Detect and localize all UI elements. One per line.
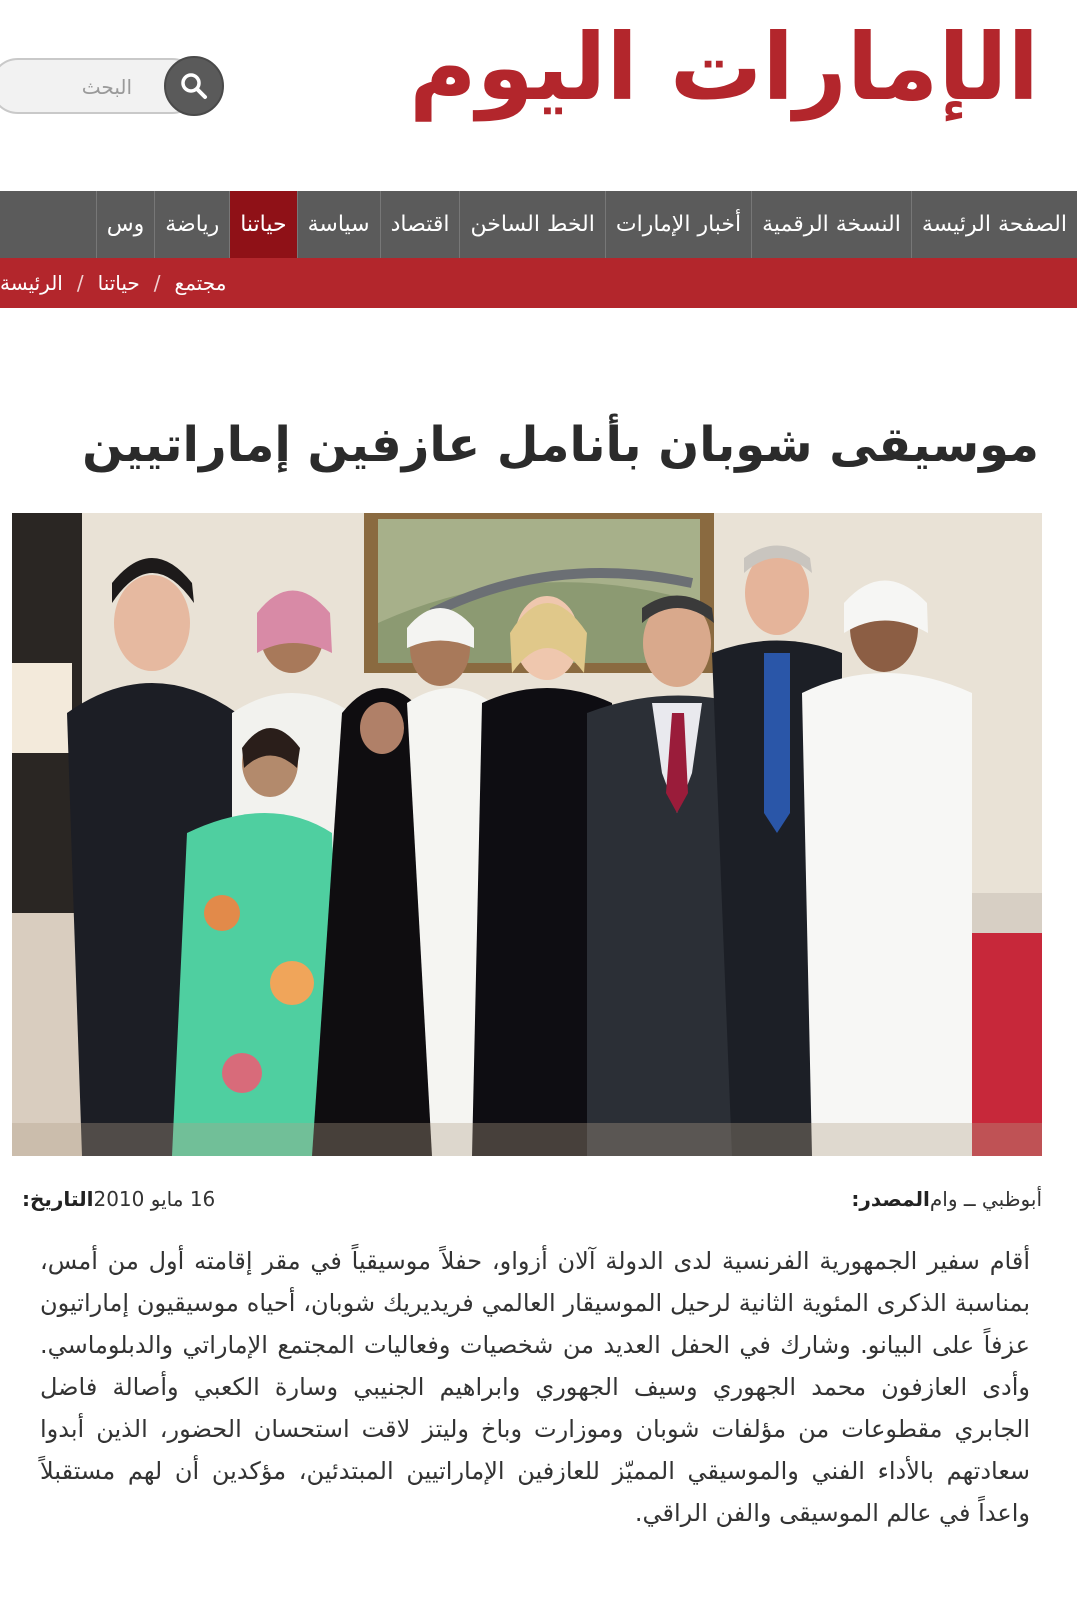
search-bar — [0, 56, 224, 116]
nav-item-hotline[interactable]: الخط الساخن — [459, 191, 604, 258]
main-nav — [0, 191, 1077, 258]
article-title: موسيقى شوبان بأنامل عازفين إماراتيين — [82, 417, 1039, 473]
breadcrumb-separator: / — [76, 271, 84, 295]
article-meta — [12, 1182, 1042, 1216]
site-logo[interactable]: الإمارات اليوم — [409, 14, 1039, 121]
article-body: أقام سفير الجمهورية الفرنسية لدى الدولة آلان أزواو، حفلاً موسيقياً في مقر إقامته أول من أمس، بمناسبة الذكرى المئوية الثانية لرحيل الموسيقار العالمي فريديريك شوبان، أحياه موسيقيون إماراتيون عزفاً على البيانو. وشارك في الحفل العديد من شخصيات وفعاليات المجتمع الإماراتي والدبلوماسي. وأدى العازفون محمد الجهوري وسيف الجهوري وابراهيم الجنيبي وسارة الكعبي وأصالة فاضل الجابري مقطوعات من مؤلفات شوبان وموزارت وباخ وليتز لاقت استحسان الحضور، الذين أبدوا سعادتهم بالأداء الفني والموسيقي المميّز للعازفين الإماراتيين المبتدئين، مؤكدين أن لهم مستقبلاً واعداً في عالم الموسيقى والفن الراقي. — [40, 1247, 1030, 1527]
nav-item-sports[interactable]: رياضة — [154, 191, 229, 258]
article-source — [841, 1187, 1042, 1211]
nav-item-home[interactable]: الصفحة الرئيسة — [911, 191, 1077, 258]
nav-item-economy[interactable]: اقتصاد — [380, 191, 460, 258]
article-date — [12, 1187, 215, 1211]
nav-item-politics[interactable]: سياسة — [297, 191, 380, 258]
breadcrumb-society[interactable]: مجتمع — [174, 271, 227, 295]
source-label: المصدر: — [851, 1187, 930, 1211]
breadcrumb-our-life[interactable]: حياتنا — [97, 271, 140, 295]
group-photo-illustration — [12, 513, 1042, 1156]
breadcrumb — [0, 258, 1077, 308]
date-value: 16 مايو 2010 — [93, 1187, 216, 1211]
nav-item-our-life[interactable]: حياتنا — [229, 191, 296, 258]
breadcrumb-home[interactable]: الرئيسة — [0, 271, 63, 295]
nav-item-uae-news[interactable]: أخبار الإمارات — [605, 191, 751, 258]
date-label: التاريخ: — [22, 1187, 94, 1211]
search-button[interactable] — [164, 56, 224, 116]
nav-item-digital-edition[interactable]: النسخة الرقمية — [751, 191, 911, 258]
breadcrumb-separator: / — [153, 271, 161, 295]
search-icon — [179, 71, 209, 101]
search-input[interactable] — [2, 72, 132, 102]
article-photo[interactable] — [12, 513, 1042, 1156]
nav-item-more[interactable]: وس — [96, 191, 154, 258]
source-value: أبوظبي ــ وام — [929, 1187, 1042, 1211]
site-header — [0, 0, 1077, 190]
